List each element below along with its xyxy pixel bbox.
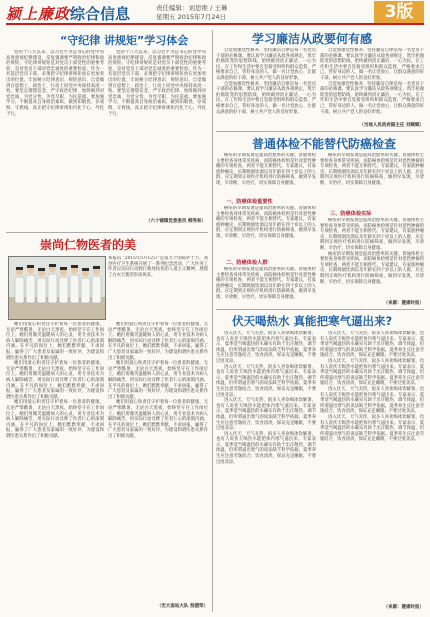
article-1-byline: （六十铺镇党委委员 柳秀和） xyxy=(145,219,206,224)
article-3-subhead-2: 二、防癌体检人群 xyxy=(226,260,268,266)
masthead-rule xyxy=(6,23,424,25)
article-2-headline: 学习廉洁从政要何有感 xyxy=(252,32,373,46)
article-2-byline: （当地人民政府副主任 刘赋赋） xyxy=(359,123,424,128)
article-1-headline: “守纪律 讲规矩”学习体会 xyxy=(60,34,189,47)
section-title: 综合信息 xyxy=(70,5,131,23)
article-5-body-col-2: 进入伏天，天气炎热，很多人喜欢喝冰饮解暑，也有人说伏天喝热水能把体内寒气逼出来。专家表示，夏季适当喝温热的水确实有助于出汗散热、调节体温，但所谓逼出寒气的说法缺乏科学依据。夏季养生应注意劳逸结合、饮食清淡，保证充足睡眠，不要过度贪凉。 进入伏天，天气炎热，很多人喜欢喝冰饮解暑，也有人说伏天喝热水能把体内寒气逼出来。专家表示，夏季适当喝温热的水确实有助于出汗散热、调节体温，但所谓逼出寒气的说法缺乏科学依据。夏季养生应注意劳逸结合、饮食清淡，保证充足睡眠，不要过度贪凉。 进入伏天，天气炎热，很多人喜欢喝冰饮解暑，也有人说伏天喝热水能把体内寒气逼出来。专家表示，夏季适当喝温热的水确实有助于出汗散热、调节体温，但所谓逼出寒气的说法缺乏科学依据。夏季养生应注意劳逸结合、饮食清淡，保证充足睡眠，不要过度贪凉。 进入伏天，天气炎热，很多人喜欢喝冰饮解暑，也有人说伏天喝热水能把体内寒气逼出来。专家表示，夏季适当喝温热的水确实有助于出汗散热、调节体温，但所谓逼出寒气的说法缺乏科学依据。夏季养生应注意劳逸结合、饮食清淡，保证充足睡眠，不要过度贪凉。 xyxy=(320,331,424,443)
article-4-headline: 崇尚仁物医者的美 xyxy=(40,238,137,252)
divider xyxy=(216,131,424,132)
column-divider xyxy=(212,30,213,612)
article-3-headline: 普通体检不能替代防癌检查 xyxy=(252,137,397,151)
article-5-body-col-1: 进入伏天，天气炎热，很多人喜欢喝冰饮解暑，也有人说伏天喝热水能把体内寒气逼出来。专家表示，夏季适当喝温热的水确实有助于出汗散热、调节体温，但所谓逼出寒气的说法缺乏科学依据。夏季养生应注意劳逸结合、饮食清淡，保证充足睡眠，不要过度贪凉。 进入伏天，天气炎热，很多人喜欢喝冰饮解暑，也有人说伏天喝热水能把体内寒气逼出来。专家表示，夏季适当喝温热的水确实有助于出汗散热、调节体温，但所谓逼出寒气的说法缺乏科学依据。夏季养生应注意劳逸结合、饮食清淡，保证充足睡眠，不要过度贪凉。 进入伏天，天气炎热，很多人喜欢喝冰饮解暑，也有人说伏天喝热水能把体内寒气逼出来。专家表示，夏季适当喝温热的水确实有助于出汗散热、调节体温，但所谓逼出寒气的说法缺乏科学依据。夏季养生应注意劳逸结合、饮食清淡，保证充足睡眠，不要过度贪凉。 进入伏天，天气炎热，很多人喜欢喝冰饮解暑，也有人说伏天喝热水能把体内寒气逼出来。专家表示，夏季适当喝温热的水确实有助于出汗散热、调节体温，但所谓逼出寒气的说法缺乏科学依据。夏季养生应注意劳逸结合、饮食清淡，保证充足睡眠，不要过度贪凉。 xyxy=(216,331,316,465)
article-3-body-col-1c: 癌症的早期发现是提高治愈率的关键。普通体检主要检查身体常见疾病，而防癌体检则是针对恶性肿瘤的专项检查，两者不能互相替代。专家建议，有家族肿瘤史、长期吸烟饮酒以及年龄在四十岁以上的人群，应定期到正规医疗机构进行防癌筛查，做到早发现、早诊断、早治疗，切实保障自身健康。 xyxy=(216,267,316,300)
article-4-body-col-1: 她们用爱心和责任守护着每一位患者的健康，无论严寒酷暑，无论白天黑夜，始终坚守在工作岗位上。她们用微笑温暖病人的心灵，用专业技术为病人解除痛苦，用实际行动诠释了医者仁心的深刻内涵。在平凡的岗位上，她们默默奉献，不求回报，赢得了广大患者及家属的一致好评，为建设和谐医患关系作出了积极贡献。 她们用爱心和责任守护着每一位患者的健康，无论严寒酷暑，无论白天黑夜，始终坚守在工作岗位上。她们用微笑温暖病人的心灵，用专业技术为病人解除痛苦，用实际行动诠释了医者仁心的深刻内涵。在平凡的岗位上，她们默默奉献，不求回报，赢得了广大患者及家属的一致好评，为建设和谐医患关系作出了积极贡献。 她们用爱心和责任守护着每一位患者的健康，无论严寒酷暑，无论白天黑夜，始终坚守在工作岗位上。她们用微笑温暖病人的心灵，用专业技术为病人解除痛苦，用实际行动诠释了医者仁心的深刻内涵。在平凡的岗位上，她们默默奉献，不求回报，赢得了广大患者及家属的一致好评，为建设和谐医患关系作出了积极贡献。 xyxy=(6,322,104,439)
divider xyxy=(216,309,424,310)
article-3-subhead-3: 三、防癌体检实际 xyxy=(330,211,372,217)
article-4-byline: （宏大南站大队 倪德荣） xyxy=(156,604,208,609)
article-1-body-col-2: 党的十八大以来，以习近平为总书记的党中央高度重视纪律建设，反复强调要严明政治纪律和政治规矩。守纪律讲规矩是对党员干部党性的重要考验，是对党员干部对党忠诚度的重要检验。作为一名基层党员干部，必须把守纪律讲规矩放在更加突出的位置，牢固树立纪律意识、规矩意识，自觉做到在思想上、政治上、行动上同党中央保持高度一致。要坚定理想信念，严守政治纪律，始终做到对党忠诚、为党分忧、为党尽职、为民造福。要加强学习，不断提高自身政治素质，做到知敬畏、存戒惧、守底线，真正把守纪律讲规矩内化于心、外化于行。 xyxy=(108,50,206,117)
article-5-headline: 伏天喝热水 真能把寒气逼出来? xyxy=(232,314,393,328)
article-3-body-col-1b: 癌症的早期发现是提高治愈率的关键。普通体检主要检查身体常见疾病，而防癌体检则是针对恶性肿瘤的专项检查，两者不能互相替代。专家建议，有家族肿瘤史、长期吸烟饮酒以及年龄在四十岁以上的人群，应定期到正规医疗机构进行防癌筛查，做到早发现、早诊断、早治疗，切实保障自身健康。 xyxy=(216,206,316,239)
nurses-photo-svg xyxy=(9,257,105,319)
newspaper-logo: 颍上廉政 xyxy=(6,5,71,23)
date-line: 星期五 2015年7月24日 xyxy=(156,13,227,21)
divider xyxy=(6,232,208,233)
article-1-body-col-1: 党的十八大以来，以习近平为总书记的党中央高度重视纪律建设，反复强调要严明政治纪律和政治规矩。守纪律讲规矩是对党员干部党性的重要考验，是对党员干部对党忠诚度的重要检验。作为一名基层党员干部，必须把守纪律讲规矩放在更加突出的位置，牢固树立纪律意识、规矩意识，自觉做到在思想上、政治上、行动上同党中央保持高度一致。要坚定理想信念，严守政治纪律，始终做到对党忠诚、为党分忧、为党尽职、为民造福。要加强学习，不断提高自身政治素质，做到知敬畏、存戒惧、守底线，真正把守纪律讲规矩内化于心、外化于行。 xyxy=(6,50,104,117)
article-3-subhead-1: 一、防癌体检重要性 xyxy=(226,199,273,205)
article-3-byline: （来源：健康时报） xyxy=(383,301,424,306)
editor-info xyxy=(156,4,227,22)
article-3-body-col-1a: 癌症的早期发现是提高治愈率的关键。普通体检主要检查身体常见疾病，而防癌体检则是针对恶性肿瘤的专项检查，两者不能互相替代。专家建议，有家族肿瘤史、长期吸烟饮酒以及年龄在四十岁以上的人群，应定期到正规医疗机构进行防癌筛查，做到早发现、早诊断、早治疗，切实保障自身健康。 xyxy=(216,153,316,186)
editor-line: 责任编辑：刘思维 / 王琳 xyxy=(156,4,228,12)
page-number: 3版 xyxy=(374,1,424,23)
article-3-body-col-2a: 癌症的早期发现是提高治愈率的关键。普通体检主要检查身体常见疾病，而防癌体检则是针对恶性肿瘤的专项检查，两者不能互相替代。专家建议，有家族肿瘤史、长期吸烟饮酒以及年龄在四十岁以上的人群，应定期到正规医疗机构进行防癌筛查，做到早发现、早诊断、早治疗，切实保障自身健康。 xyxy=(320,153,424,186)
article-5-byline: （来源：健康时报） xyxy=(383,605,424,610)
masthead xyxy=(6,3,424,25)
article-3-body-col-2b: 癌症的早期发现是提高治愈率的关键。普通体检主要检查身体常见疾病，而防癌体检则是针对恶性肿瘤的专项检查，两者不能互相替代。专家建议，有家族肿瘤史、长期吸烟饮酒以及年龄在四十岁以上的人群，应定期到正规医疗机构进行防癌筛查，做到早发现、早诊断、早治疗，切实保障自身健康。 癌症的早期发现是提高治愈率的关键。普通体检主要检查身体常见疾病，而防癌体检则是针对恶性肿瘤的专项检查，两者不能互相替代。专家建议，有家族肿瘤史、长期吸烟饮酒以及年龄在四十岁以上的人群，应定期到正规医疗机构进行防癌筛查，做到早发现、早诊断、早治疗，切实保障自身健康。 xyxy=(320,218,424,285)
article-4-body-col-2: 她们用爱心和责任守护着每一位患者的健康，无论严寒酷暑，无论白天黑夜，始终坚守在工作岗位上。她们用微笑温暖病人的心灵，用专业技术为病人解除痛苦，用实际行动诠释了医者仁心的深刻内涵。在平凡的岗位上，她们默默奉献，不求回报，赢得了广大患者及家属的一致好评，为建设和谐医患关系作出了积极贡献。 她们用爱心和责任守护着每一位患者的健康，无论严寒酷暑，无论白天黑夜，始终坚守在工作岗位上。她们用微笑温暖病人的心灵，用专业技术为病人解除痛苦，用实际行动诠释了医者仁心的深刻内涵。在平凡的岗位上，她们默默奉献，不求回报，赢得了广大患者及家属的一致好评，为建设和谐医患关系作出了积极贡献。 她们用爱心和责任守护着每一位患者的健康，无论严寒酷暑，无论白天黑夜，始终坚守在工作岗位上。她们用微笑温暖病人的心灵，用专业技术为病人解除痛苦，用实际行动诠释了医者仁心的深刻内涵。在平凡的岗位上，她们默默奉献，不求回报，赢得了广大患者及家属的一致好评，为建设和谐医患关系作出了积极贡献。 xyxy=(108,322,208,439)
photo-caption: 本报讯 “2015年5月12日”是第九个国际护士节，我县医疗卫生系统开展了一系列纪念活动，广大医务工作者以实际行动践行救死扶伤的人道主义精神，展现了白衣天使的崇高风采。 xyxy=(108,256,208,278)
nurses-photo xyxy=(8,256,106,320)
article-2-body-col-2: 自觉加强党性修养、坚持廉洁自律是每一名党员干部的必修课。要认真学习廉洁从政各项规定，筑牢拒腐防变的思想防线，始终做到清正廉洁、一心为民。在工作和生活中要自觉接受组织和群众监督，严格要求自己，管好身边的人，做一名让党放心、让群众满意的好干部，树立共产党人的良好形象。 自觉加强党性修养、坚持廉洁自律是每一名党员干部的必修课。要认真学习廉洁从政各项规定，筑牢拒腐防变的思想防线，始终做到清正廉洁、一心为民。在工作和生活中要自觉接受组织和群众监督，严格要求自己，管好身边的人，做一名让党放心、让群众满意的好干部，树立共产党人的良好形象。 xyxy=(320,48,424,115)
article-2-body-col-1: 自觉加强党性修养、坚持廉洁自律是每一名党员干部的必修课。要认真学习廉洁从政各项规定，筑牢拒腐防变的思想防线，始终做到清正廉洁、一心为民。在工作和生活中要自觉接受组织和群众监督，严格要求自己，管好身边的人，做一名让党放心、让群众满意的好干部，树立共产党人的良好形象。 自觉加强党性修养、坚持廉洁自律是每一名党员干部的必修课。要认真学习廉洁从政各项规定，筑牢拒腐防变的思想防线，始终做到清正廉洁、一心为民。在工作和生活中要自觉接受组织和群众监督，严格要求自己，管好身边的人，做一名让党放心、让群众满意的好干部，树立共产党人的良好形象。 xyxy=(216,48,316,115)
